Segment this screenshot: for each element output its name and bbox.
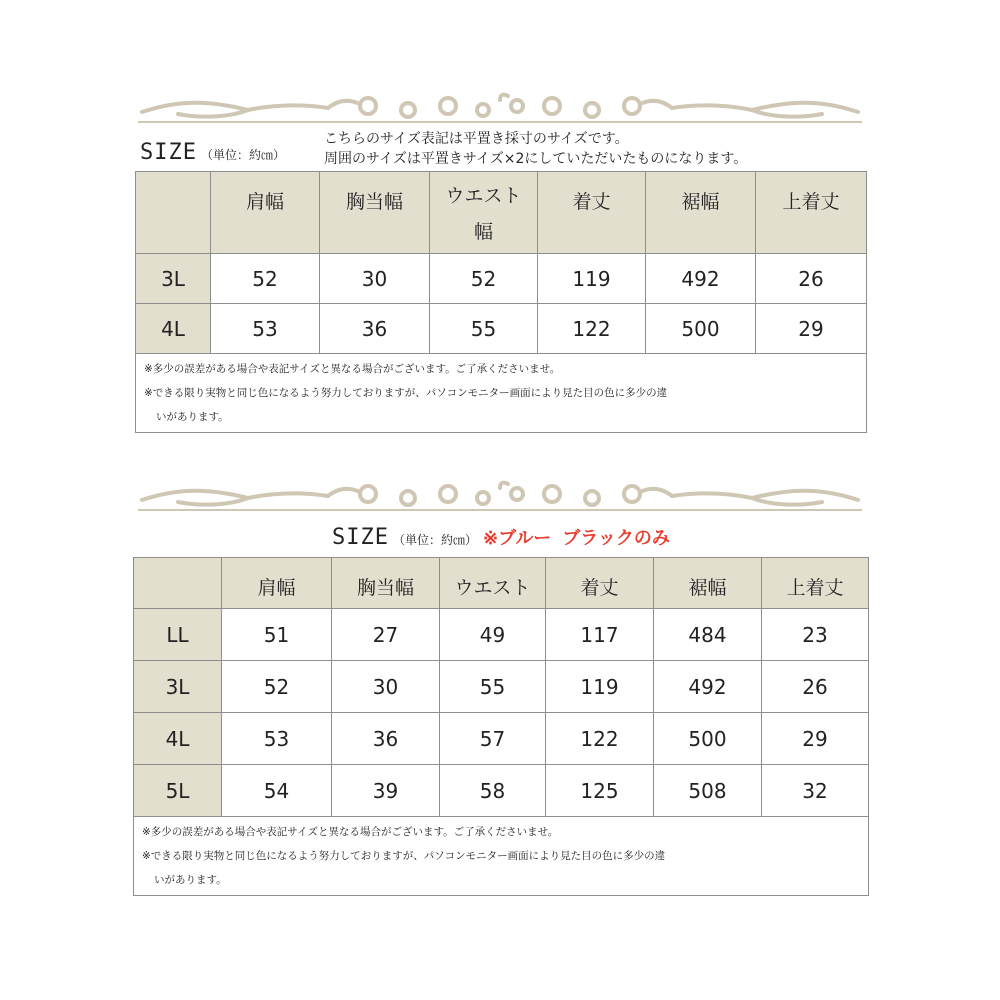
size-label: SIZE	[140, 140, 197, 165]
unit-label: （単位：約㎝）	[392, 533, 477, 547]
value-cell: 36	[320, 304, 430, 354]
table-row	[136, 254, 867, 304]
value-cell: 52	[430, 254, 538, 304]
value-cell: 55	[430, 304, 538, 354]
size-cell: 3L	[136, 254, 211, 304]
value-cell: 30	[320, 254, 430, 304]
value-cell: 32	[762, 765, 869, 817]
note-2: ※できる限り実物と同じ色になるよう努力しておりますが、パソコンモニター画面により見た目の色に多少の違	[144, 387, 668, 399]
unit-label: （単位：約㎝）	[200, 148, 285, 162]
value-cell: 492	[646, 254, 756, 304]
value-cell: 500	[646, 304, 756, 354]
value-cell: 49	[440, 609, 546, 661]
col-header: 上着丈	[762, 558, 869, 609]
value-cell: 119	[538, 254, 646, 304]
decorative-divider-top	[138, 92, 862, 126]
size-cell: 5L	[134, 765, 222, 817]
value-cell: 51	[222, 609, 332, 661]
value-cell: 508	[654, 765, 762, 817]
value-cell: 23	[762, 609, 869, 661]
value-cell: 53	[222, 713, 332, 765]
value-cell: 53	[211, 304, 320, 354]
table-row	[134, 713, 869, 765]
size-table-2	[133, 557, 869, 896]
value-cell: 26	[756, 254, 867, 304]
size-cell: 4L	[136, 304, 211, 354]
col-header: ウエスト	[440, 558, 546, 609]
color-availability-note: ※ブルー ブラックのみ	[483, 528, 670, 549]
col-header: 肩幅	[222, 558, 332, 609]
value-cell: 492	[654, 661, 762, 713]
value-cell: 26	[762, 661, 869, 713]
col-header: 着丈	[546, 558, 654, 609]
intro-line-1: こちらのサイズ表記は平置き採寸のサイズです。	[324, 131, 629, 147]
notes-cell	[136, 354, 867, 433]
corner-cell	[136, 172, 211, 254]
value-cell: 29	[756, 304, 867, 354]
value-cell: 57	[440, 713, 546, 765]
note-3: いがあります。	[154, 874, 227, 886]
notes-row	[134, 817, 869, 896]
value-cell: 125	[546, 765, 654, 817]
value-cell: 119	[546, 661, 654, 713]
note-3: いがあります。	[156, 411, 229, 423]
size-cell: 3L	[134, 661, 222, 713]
value-cell: 500	[654, 713, 762, 765]
value-cell: 58	[440, 765, 546, 817]
col-header: 胸当幅	[332, 558, 440, 609]
note-2: ※できる限り実物と同じ色になるよう努力しておりますが、パソコンモニター画面により見た目の色に多少の違	[142, 850, 666, 862]
value-cell: 54	[222, 765, 332, 817]
value-cell: 52	[211, 254, 320, 304]
size-cell: LL	[134, 609, 222, 661]
note-1: ※多少の誤差がある場合や表記サイズと異なる場合がございます。ご了承くださいませ。	[144, 363, 561, 375]
col-header: 裾幅	[654, 558, 762, 609]
col-header: ウエスト 幅	[430, 172, 538, 254]
col-header: 上着丈	[756, 172, 867, 254]
value-cell: 30	[332, 661, 440, 713]
value-cell: 117	[546, 609, 654, 661]
size-heading	[140, 140, 285, 165]
table-row	[134, 661, 869, 713]
value-cell: 27	[332, 609, 440, 661]
table-row	[136, 304, 867, 354]
size-label: SIZE	[332, 525, 389, 550]
size-cell: 4L	[134, 713, 222, 765]
col-header: 肩幅	[211, 172, 320, 254]
value-cell: 122	[538, 304, 646, 354]
notes-cell	[134, 817, 869, 896]
value-cell: 52	[222, 661, 332, 713]
note-1: ※多少の誤差がある場合や表記サイズと異なる場合がございます。ご了承くださいませ。	[142, 826, 559, 838]
col-header: 着丈	[538, 172, 646, 254]
value-cell: 484	[654, 609, 762, 661]
value-cell: 55	[440, 661, 546, 713]
col-header: 裾幅	[646, 172, 756, 254]
value-cell: 29	[762, 713, 869, 765]
size-heading-2	[332, 524, 670, 550]
decorative-divider-bottom	[138, 480, 862, 514]
corner-cell	[134, 558, 222, 609]
table-row	[134, 765, 869, 817]
value-cell: 122	[546, 713, 654, 765]
table-row	[134, 609, 869, 661]
size-table-1	[135, 171, 867, 433]
value-cell: 36	[332, 713, 440, 765]
notes-row	[136, 354, 867, 433]
value-cell: 39	[332, 765, 440, 817]
col-header: 胸当幅	[320, 172, 430, 254]
intro-line-2: 周囲のサイズは平置きサイズ×2にしていただいたものになります。	[324, 151, 748, 167]
